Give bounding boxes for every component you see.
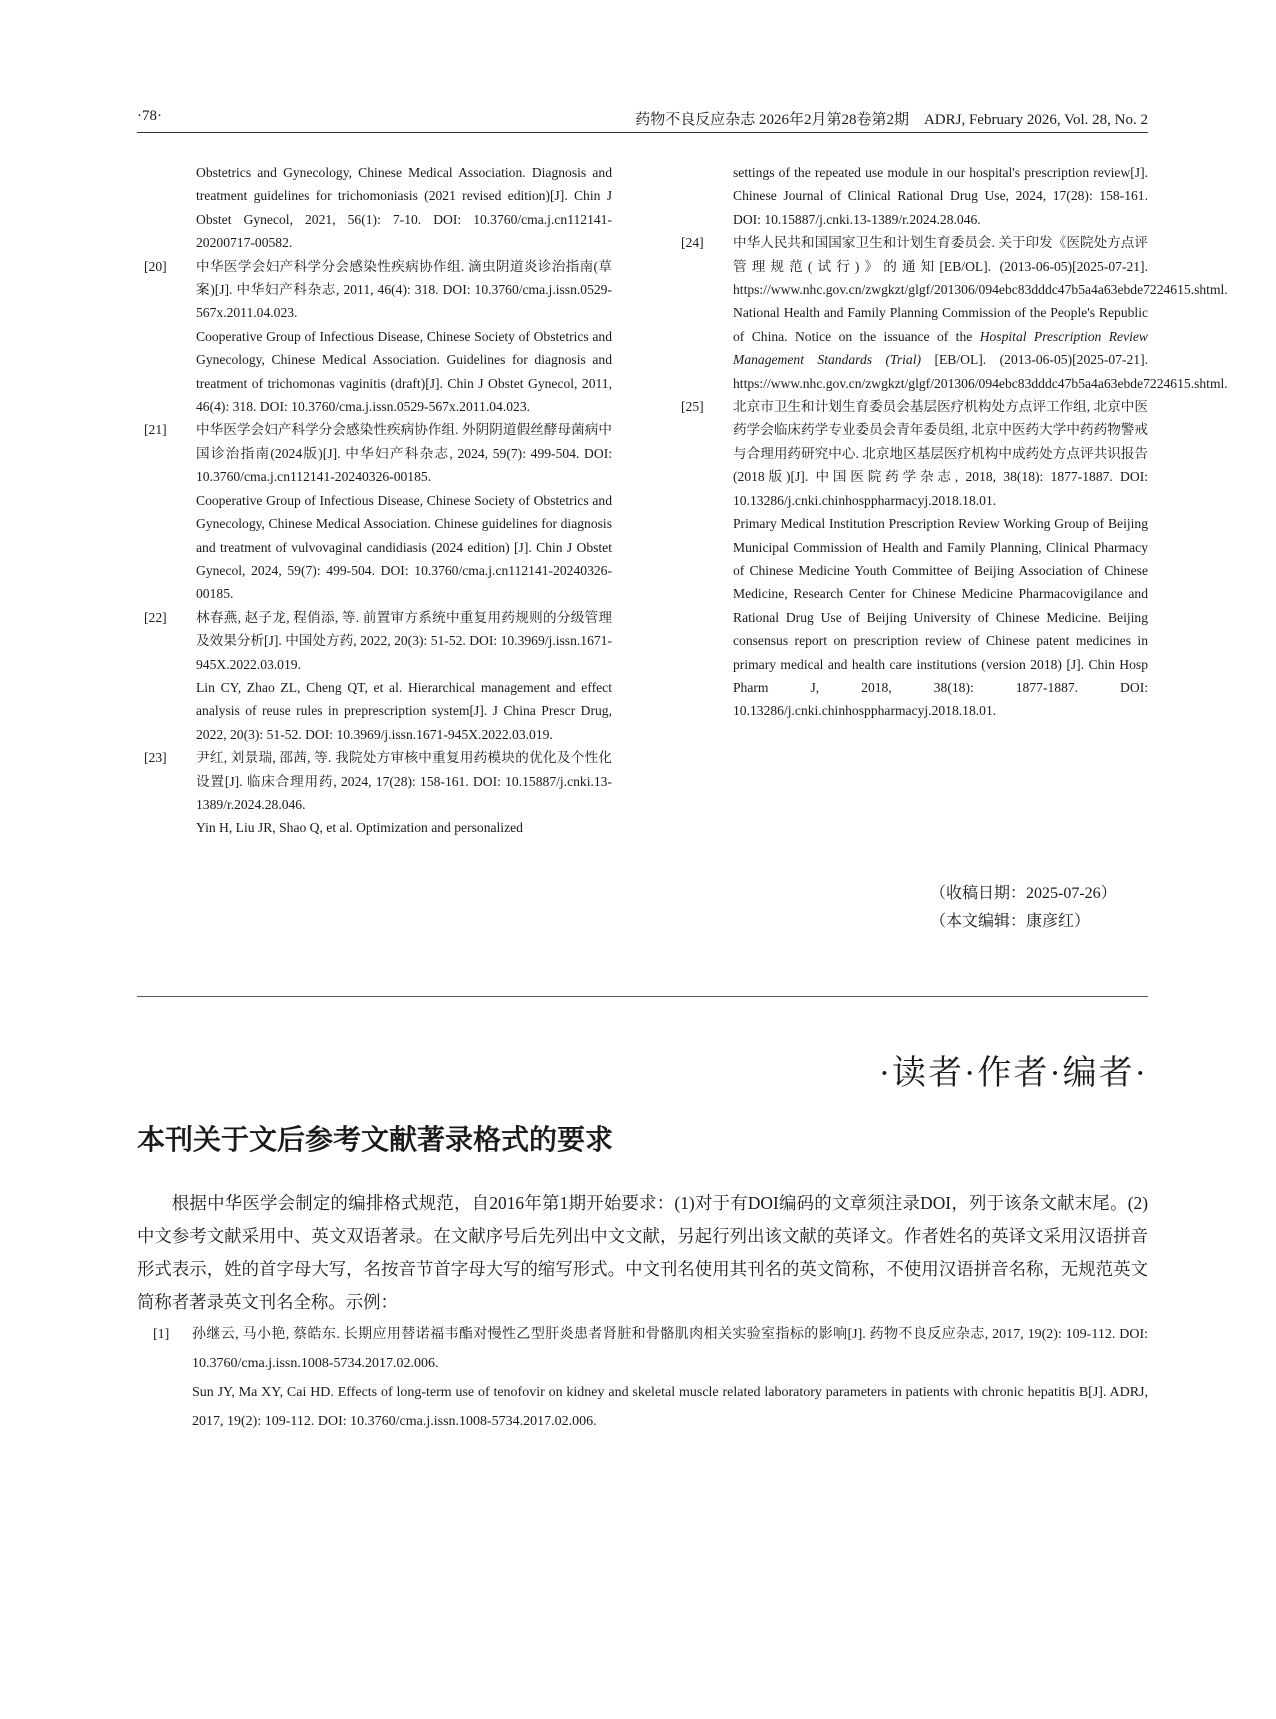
ref-19-en-tail: Obstetrics and Gynecology, Chinese Medical Association. Diagnosis and treatment guidelines for trichomoniasis (2021 revised edition)[J]. Chin J Obstet Gynecol, 2021, 56(1): 7-10. DOI: 10.3760/cma.j.cn112141-20200717-00582. (196, 165, 612, 251)
ref-en: Cooperative Group of Infectious Disease, Chinese Society of Obstetrics and Gynecology, Chinese Medical Association. Guidelines for diagnosis and treatment of trichomonas vaginitis (draft)[J]. Chin J Obstet Gynecol, 2011, 46(4): 318. DOI: 10.3760/cma.j.issn.0529-567x.2011.04.023. (196, 328, 612, 415)
ref-number: [1] (153, 1327, 170, 1342)
column-heading: ·读者·作者·编者· (878, 1055, 1148, 1092)
received-date: （收稿日期：2025-07-26） (930, 885, 1117, 902)
right-column (681, 161, 1228, 723)
ref-number: [21] (144, 422, 167, 438)
ref-number: [25] (681, 399, 704, 415)
reference-22 (144, 606, 612, 746)
article-meta (930, 880, 1117, 936)
ref-number: [20] (144, 258, 167, 274)
ref-number: [22] (144, 609, 167, 625)
ref-en (733, 301, 1228, 395)
reference-24 (681, 231, 1228, 395)
example-reference (137, 1320, 1148, 1436)
ref-number: [23] (144, 750, 167, 766)
ref-en: Primary Medical Institution Prescription Review Working Group of Beijing Municipal Commission of Health and Family Planning, Clinical Pharmacy of Chinese Medicine Youth Committee of Beijing Association of Chinese Medicine, Research Center for Chinese Medicine Pharmacovigilance and Rational Drug Use of Beijing University of Chinese Medicine. Beijing consensus report on prescription review of Chinese patent medicines in primary medical and health care institutions (version 2018) [J]. Chin Hosp Pharm J, 2018, 38(18): 1877-1887. DOI: 10.13286/j.cnki.chinhosppharmacyj.2018.18.01. (733, 516, 1148, 719)
ref-en-part: [EB/OL]. (2013-06-05)[2025-07-21]. https://www.nhc.gov.cn/zwgkzt/glgf/201306/094ebc83dddc47b5a4a63ebde7224615.shtml. (733, 352, 1228, 391)
ref-en: Yin H, Liu JR, Shao Q, et al. Optimization and personalized (196, 820, 523, 836)
ref-zh: 中华人民共和国国家卫生和计划生育委员会. 关于印发《医院处方点评管理规范(试行)》的通知[EB/OL]. (2013-06-05)[2025-07-21]. https://www.nhc.gov.cn/zwgkzt/glgf/201306/094ebc83dddc47b5a4a63ebde7224615.shtml. (733, 235, 1228, 298)
notice-title: 本刊关于文后参考文献著录格式的要求 (137, 1123, 614, 1156)
ref-en-italic-title: Hospital Prescription Review Management Standards (Trial) (733, 328, 1148, 368)
ref-en-part: National Health and Family Planning Commission of the People's Republic of China. Notice on the issuance of the (733, 305, 1148, 344)
ref-en: Cooperative Group of Infectious Disease, Chinese Society of Obstetrics and Gynecology, Chinese Medical Association. Chinese guidelines for diagnosis and treatment of vulvovaginal candidiasis (2024 edition) [J]. Chin J Obstet Gynecol, 2024, 59(7): 499-504. DOI: 10.3760/cma.j.cn112141-20240326-00185. (196, 492, 612, 602)
ref-zh: 北京市卫生和计划生育委员会基层医疗机构处方点评工作组, 北京中医药学会临床药学专业委员会青年委员组, 北京中医药大学中药药物警戒与合理用药研究中心. 北京地区基层医疗机构中成药处方点评共识报告(2018版)[J]. 中国医院药学杂志, 2018, 38(18): 1877-1887. DOI: 10.13286/j.cnki.chinhosppharmacyj.2018.18.01. (733, 399, 1148, 508)
header-rule (137, 132, 1148, 133)
example-ref-1 (137, 1320, 1148, 1436)
section-divider (137, 996, 1148, 997)
ref-23-continuation (681, 161, 1148, 231)
left-column (144, 161, 612, 840)
reference-23 (144, 746, 612, 840)
ref-23-en-tail: settings of the repeated use module in our hospital's prescription review[J]. Chinese Journal of Clinical Rational Drug Use, 2024, 17(28): 158-161. DOI: 10.15887/j.cnki.13-1389/r.2024.28.046. (733, 165, 1148, 227)
running-header (137, 108, 1148, 130)
ref-number: [24] (681, 235, 704, 251)
ref-en: Sun JY, Ma XY, Cai HD. Effects of long-term use of tenofovir on kidney and skeletal muscle related laboratory parameters in patients with chronic hepatitis B[J]. ADRJ, 2017, 19(2): 109-112. DOI: 10.3760/cma.j.issn.1008-5734.2017.02.006. (192, 1385, 1148, 1429)
page-number: ·78· (137, 108, 162, 124)
notice-body: 根据中华医学会制定的编排格式规范，自2016年第1期开始要求：(1)对于有DOI编码的文章须注录DOI，列于该条文献末尾。(2)中文参考文献采用中、英文双语著录。在文献序号后先列出中文文献，另起行列出该文献的英译文。作者姓名的英译文采用汉语拼音形式表示，姓的首字母大写，名按音节首字母大写的缩写形式。中文刊名使用其刊名的英文简称，不使用汉语拼音名称，无规范英文简称者著录英文刊名全称。示例： (137, 1193, 1148, 1312)
ref-zh: 尹红, 刘景瑞, 邵茜, 等. 我院处方审核中重复用药模块的优化及个性化设置[J]. 临床合理用药, 2024, 17(28): 158-161. DOI: 10.15887/j.cnki.13-1389/r.2024.28.046. (196, 750, 612, 812)
ref-zh: 中华医学会妇产科学分会感染性疾病协作组. 滴虫阴道炎诊治指南(草案)[J]. 中华妇产科杂志, 2011, 46(4): 318. DOI: 10.3760/cma.j.issn.0529-567x.2011.04.023. (196, 258, 612, 321)
ref-en: Lin CY, Zhao ZL, Cheng QT, et al. Hierarchical management and effect analysis of reuse rules in preprescription system[J]. J China Prescr Drug, 2022, 20(3): 51-52. DOI: 10.3969/j.issn.1671-945X.2022.03.019. (196, 679, 612, 742)
ref-19-continuation (144, 161, 612, 255)
editor-credit: （本文编辑：康彦红） (930, 913, 1091, 930)
reference-25 (681, 395, 1148, 723)
reference-20 (144, 255, 612, 419)
journal-info: 药物不良反应杂志 2026年2月第28卷第2期 ADRJ, February 2026, Vol. 28, No. 2 (635, 112, 1148, 128)
ref-zh: 中华医学会妇产科学分会感染性疾病协作组. 外阴阴道假丝酵母菌病中国诊治指南(2024版)[J]. 中华妇产科杂志, 2024, 59(7): 499-504. DOI: 10.3760/cma.j.cn112141-20240326-00185. (196, 422, 612, 485)
ref-zh: 孙继云, 马小艳, 蔡皓东. 长期应用替诺福韦酯对慢性乙型肝炎患者肾脏和骨骼肌肉相关实验室指标的影响[J]. 药物不良反应杂志, 2017, 19(2): 109-112. DOI: 10.3760/cma.j.issn.1008-5734.2017.02.006. (192, 1327, 1148, 1371)
reference-21 (144, 418, 612, 605)
ref-zh: 林春燕, 赵子龙, 程俏添, 等. 前置审方系统中重复用药规则的分级管理及效果分析[J]. 中国处方药, 2022, 20(3): 51-52. DOI: 10.3969/j.issn.1671-945X.2022.03.019. (196, 609, 612, 672)
